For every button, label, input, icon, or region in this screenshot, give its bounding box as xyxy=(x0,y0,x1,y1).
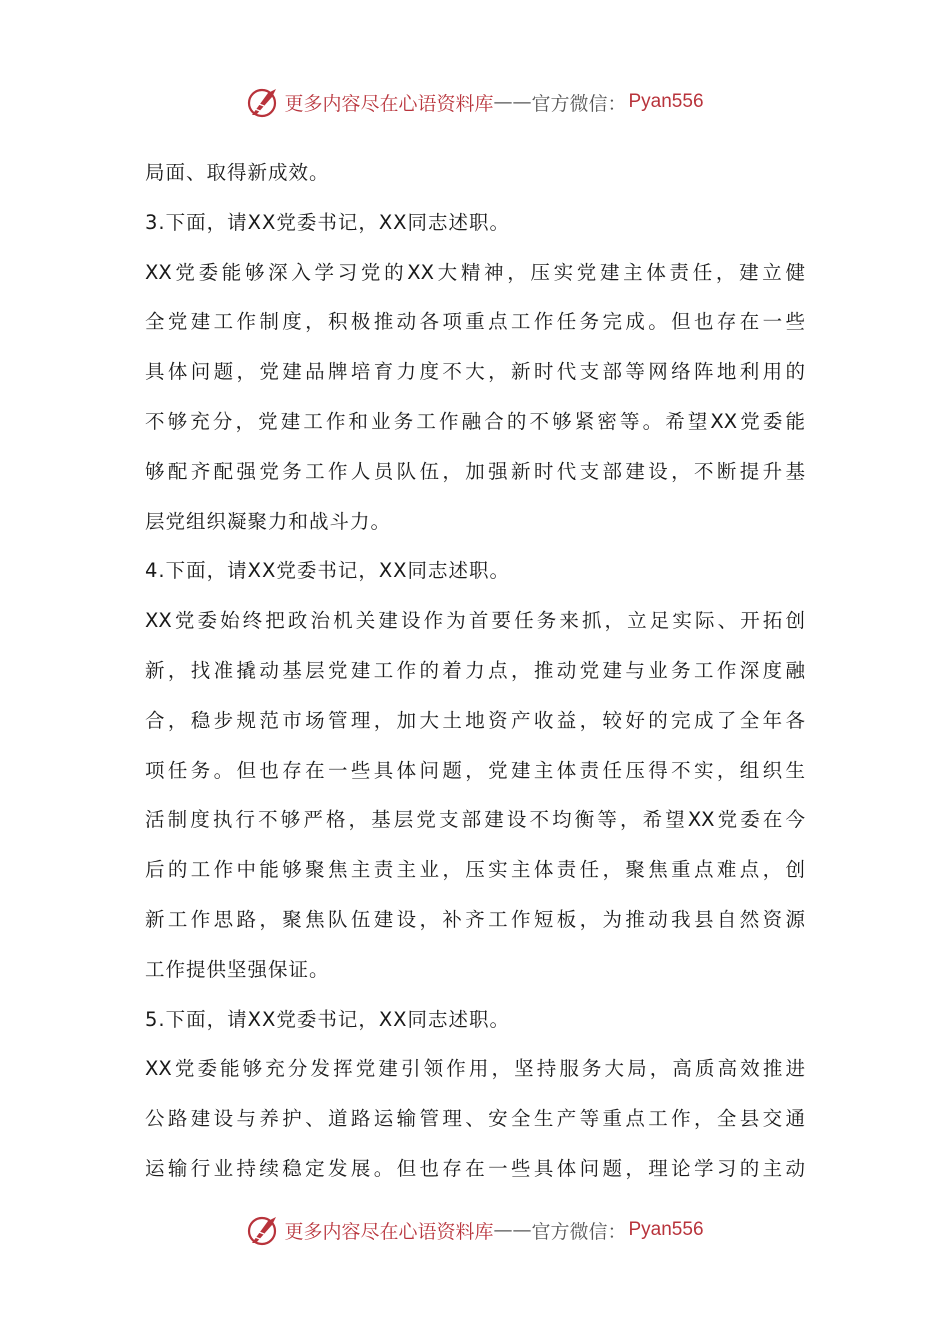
section-heading-5: 5.下面，请XX党委书记，XX同志述职。 xyxy=(145,1007,511,1031)
footer-dash: —— xyxy=(493,1219,532,1241)
section-heading-4: 4.下面，请XX党委书记，XX同志述职。 xyxy=(145,559,511,583)
body-line: 不够充分，党建工作和业务工作融合的不够紧密等。希望XX党委能 xyxy=(145,409,805,433)
body-line: XX党委能够充分发挥党建引领作用，坚持服务大局，高质高效推进 xyxy=(145,1057,805,1081)
body-line: 具体问题，党建品牌培育力度不大，新时代支部等网络阵地利用的 xyxy=(145,360,805,384)
footer-wechat-label: 官方微信： xyxy=(531,1220,627,1243)
header-site-text: 更多内容尽在心语资料库 xyxy=(284,92,494,115)
footer-site-text: 更多内容尽在心语资料库 xyxy=(284,1220,494,1243)
body-line: 后的工作中能够聚焦主责主业，压实主体责任，聚焦重点难点，创 xyxy=(145,858,805,882)
header-wechat-id: Pyan556 xyxy=(628,91,704,112)
body-line: 项任务。但也存在一些具体问题，党建主体责任压得不实，组织生 xyxy=(145,758,805,782)
header-banner xyxy=(0,82,950,122)
footer-banner xyxy=(0,1210,950,1250)
header-dash: —— xyxy=(493,91,532,113)
body-line: 层党组织凝聚力和战斗力。 xyxy=(145,509,392,533)
quill-pen-logo-icon xyxy=(246,85,280,119)
body-line: 公路建设与养护、道路运输管理、安全生产等重点工作，全县交通 xyxy=(145,1107,805,1131)
body-line: 工作提供坚强保证。 xyxy=(145,957,330,981)
body-line: 够配齐配强党务工作人员队伍，加强新时代支部建设，不断提升基 xyxy=(145,459,805,483)
body-line: XX党委能够深入学习党的XX大精神，压实党建主体责任，建立健 xyxy=(145,260,805,284)
document-body xyxy=(145,148,805,1194)
body-line: 活制度执行不够严格，基层党支部建设不均衡等，希望XX党委在今 xyxy=(145,808,805,832)
body-line: 全党建工作制度，积极推动各项重点工作任务完成。但也存在一些 xyxy=(145,310,805,334)
body-line: 新工作思路，聚焦队伍建设，补齐工作短板，为推动我县自然资源 xyxy=(145,907,805,931)
body-line: 合，稳步规范市场管理，加大土地资产收益，较好的完成了全年各 xyxy=(145,708,805,732)
body-line: XX党委始终把政治机关建设作为首要任务来抓，立足实际、开拓创 xyxy=(145,609,805,633)
quill-pen-logo-icon xyxy=(246,1213,280,1247)
section-heading-3: 3.下面，请XX党委书记，XX同志述职。 xyxy=(145,210,511,234)
body-line: 新，找准撬动基层党建工作的着力点，推动党建与业务工作深度融 xyxy=(145,658,805,682)
header-wechat-label: 官方微信： xyxy=(531,92,627,115)
body-line: 运输行业持续稳定发展。但也存在一些具体问题，理论学习的主动 xyxy=(145,1156,805,1180)
body-line: 局面、取得新成效。 xyxy=(145,161,330,184)
footer-wechat-id: Pyan556 xyxy=(628,1219,704,1240)
